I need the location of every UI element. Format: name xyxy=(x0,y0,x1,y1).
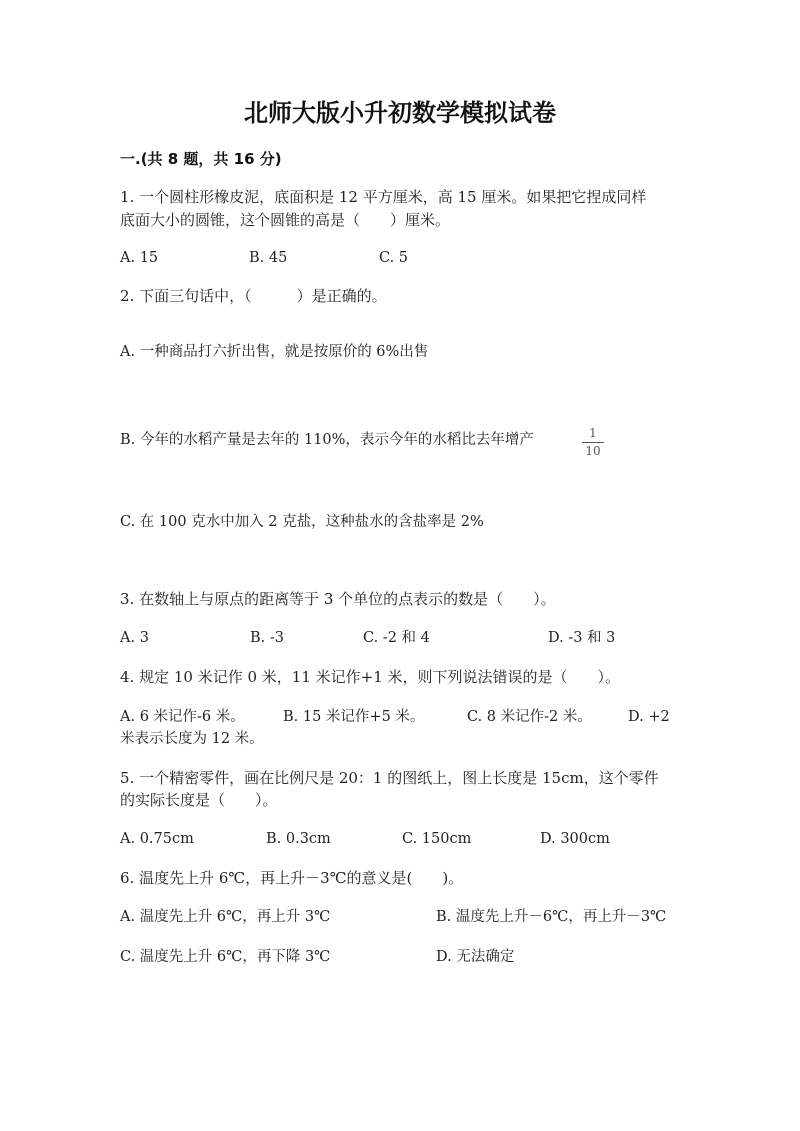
question-3-option-b: B. -3 xyxy=(250,630,284,646)
page-title: 北师大版小升初数学模拟试卷 xyxy=(244,99,556,127)
question-4-option-a: A. 6 米记作-6 米。 xyxy=(120,709,245,725)
question-5-option-c: C. 150cm xyxy=(402,831,472,847)
question-5-line-2: 的实际长度是（ ）。 xyxy=(120,791,278,809)
question-6-option-b: B. 温度先上升－6℃，再上升－3℃ xyxy=(436,909,667,925)
question-2-option-c: C. 在 100 克水中加入 2 克盐，这种盐水的含盐率是 2% xyxy=(120,514,484,530)
question-1-line-2: 底面大小的圆锥，这个圆锥的高是（ ）厘米。 xyxy=(120,211,451,229)
question-4-option-b: B. 15 米记作+5 米。 xyxy=(283,709,425,725)
fraction-bar xyxy=(582,442,604,443)
question-6-option-d: D. 无法确定 xyxy=(436,949,515,965)
question-5-option-b: B. 0.3cm xyxy=(266,831,331,847)
question-2-stem: 2. 下面三句话中，（ ）是正确的。 xyxy=(120,287,387,305)
fraction-denominator: 10 xyxy=(585,444,601,458)
question-6-option-c: C. 温度先上升 6℃，再下降 3℃ xyxy=(120,949,331,965)
question-6-stem: 6. 温度先上升 6℃，再上升－3℃的意义是( )。 xyxy=(120,869,464,887)
question-3-option-c: C. -2 和 4 xyxy=(363,630,430,646)
question-1-option-a: A. 15 xyxy=(120,250,159,266)
section-heading: 一.(共 8 题，共 16 分) xyxy=(120,150,282,168)
question-5-line-1: 5. 一个精密零件，画在比例尺是 20：1 的图纸上，图上长度是 15cm，这个零件 xyxy=(120,769,659,787)
question-2-option-a: A. 一种商品打六折出售，就是按原价的 6%出售 xyxy=(120,344,429,360)
question-4-option-d: D. +2 xyxy=(628,709,670,725)
question-4-stem: 4. 规定 10 米记作 0 米，11 米记作+1 米，则下列说法错误的是（ ）。 xyxy=(120,668,621,686)
fraction-one-tenth xyxy=(582,427,604,458)
question-4-option-d-continued: 米表示长度为 12 米。 xyxy=(120,731,264,747)
question-1-line-1: 1. 一个圆柱形橡皮泥，底面积是 12 平方厘米，高 15 厘米。如果把它捏成同样 xyxy=(120,188,647,206)
question-3-stem: 3. 在数轴上与原点的距离等于 3 个单位的点表示的数是（ ）。 xyxy=(120,590,556,608)
question-3-option-d: D. -3 和 3 xyxy=(548,630,616,646)
question-5-option-d: D. 300cm xyxy=(540,831,610,847)
question-1-option-c: C. 5 xyxy=(379,250,409,266)
question-4-option-c: C. 8 米记作-2 米。 xyxy=(467,709,592,725)
fraction-numerator: 1 xyxy=(589,426,597,440)
question-1-option-b: B. 45 xyxy=(249,250,288,266)
question-3-option-a: A. 3 xyxy=(120,630,149,646)
question-6-option-a: A. 温度先上升 6℃，再上升 3℃ xyxy=(120,909,331,925)
question-2-option-b: B. 今年的水稻产量是去年的 110%，表示今年的水稻比去年增产 xyxy=(120,432,534,448)
question-5-option-a: A. 0.75cm xyxy=(120,831,194,847)
